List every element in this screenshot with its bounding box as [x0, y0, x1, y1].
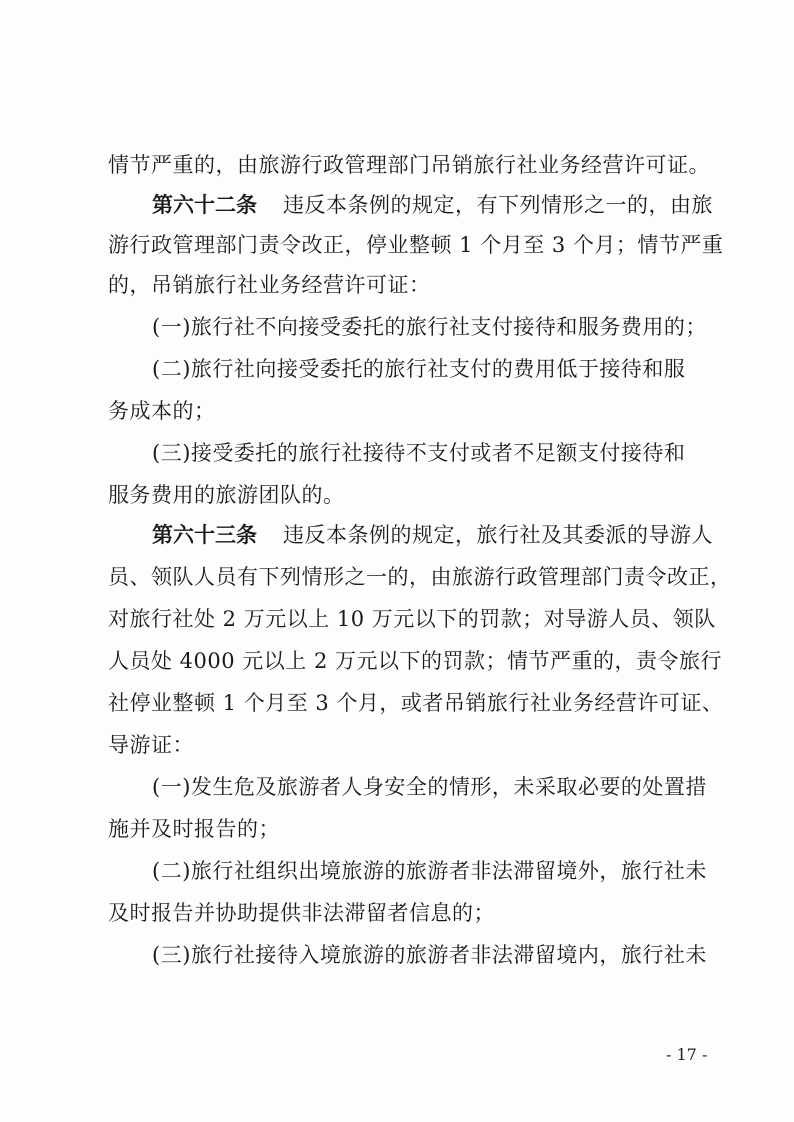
- text-line: 对旅行社处 2 万元以上 10 万元以下的罚款；对导游人员、领队: [108, 607, 716, 631]
- text-line: 游行政管理部门责令改正，停业整顿 1 个月至 3 个月；情节严重: [108, 233, 724, 257]
- text-line: (一)旅行社不向接受委托的旅行社支付接待和服务费用的；: [152, 315, 707, 339]
- article-paragraph-62: [152, 193, 713, 217]
- text-line: 导游证：: [108, 733, 194, 757]
- text-line: 的，吊销旅行社业务经营许可证：: [108, 273, 431, 297]
- text-line: 务成本的；: [108, 399, 216, 423]
- text-line: (二)旅行社组织出境旅游的旅游者非法滞留境外，旅行社未: [152, 859, 707, 883]
- article-number: 第六十二条: [152, 193, 257, 217]
- text-line: (一)发生危及旅游者人身安全的情形，未采取必要的处置措: [152, 775, 707, 799]
- text-line: 情节严重的，由旅游行政管理部门吊销旅行社业务经营许可证。: [108, 153, 710, 177]
- text-line: 社停业整顿 1 个月至 3 个月，或者吊销旅行社业务经营许可证、: [108, 691, 724, 715]
- text-line: 人员处 4000 元以上 2 万元以下的罚款；情节严重的，责令旅行: [108, 649, 723, 673]
- article-number: 第六十三条: [152, 523, 257, 547]
- text-line: (三)接受委托的旅行社接待不支付或者不足额支付接待和: [152, 441, 686, 465]
- text-line: (二)旅行社向接受委托的旅行社支付的费用低于接待和服: [152, 357, 686, 381]
- text-line: 违反本条例的规定，有下列情形之一的，由旅: [283, 193, 713, 217]
- text-line: 服务费用的旅游团队的。: [108, 483, 345, 507]
- text-line: 施并及时报告的；: [108, 817, 280, 841]
- article-paragraph-63: [152, 523, 713, 547]
- text-line: 及时报告并协助提供非法滞留者信息的；: [108, 901, 495, 925]
- page-number: - 17 -: [666, 1045, 708, 1064]
- text-line: 违反本条例的规定，旅行社及其委派的导游人: [283, 523, 713, 547]
- text-line: 员、领队人员有下列情形之一的，由旅游行政管理部门责令改正，: [108, 565, 732, 589]
- text-line: (三)旅行社接待入境旅游的旅游者非法滞留境内，旅行社未: [152, 943, 707, 967]
